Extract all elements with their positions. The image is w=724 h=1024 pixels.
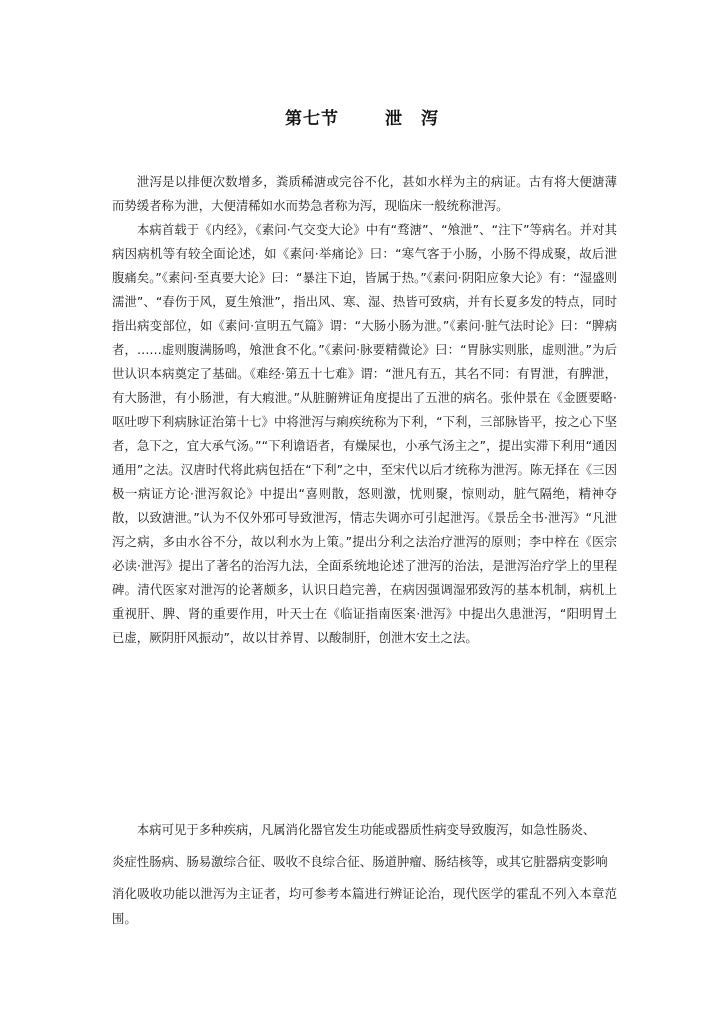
scope-paragraph-rest <box>112 849 617 931</box>
section-topic: 泄 泻 <box>385 109 439 129</box>
paragraph-scope-line-1: 本病可见于多种疾病，凡属消化器官发生功能或器质性病变导致腹泻，如急性肠炎、 <box>136 822 596 837</box>
section-number: 第七节 <box>285 109 339 129</box>
paragraph-scope-line-3: 消化吸收功能以泄泻为主证者，均可参考本篇进行辨证论治，现代医学的霍乱不列入本章范围。 <box>112 886 617 926</box>
paragraph-scope-line-2: 炎症性肠病、肠易激综合征、吸收不良综合征、肠道肿瘤、肠结核等，或其它脏器病变影响 <box>112 854 608 869</box>
main-text-block <box>112 170 617 650</box>
scope-paragraph-start <box>112 818 617 842</box>
paragraph-history: 本病首载于《内经》，《素问·气交变大论》中有“骛溏”、“飧泄”、“注下”等病名。并对其病因病机等有较全面论述，如《素问·举痛论》曰：“寒气客于小肠，小肠不得成聚，故后泄腹痛矣。”《素问·至真要大论》曰：“暴注下迫，皆属于热。”《素问·阴阳应象大论》有：“湿盛则濡泄”、“春伤于风，夏生飧泄”，指出风、寒、湿、热皆可致病，并有长夏多发的特点，同时指出病变部位，如《素问·宣明五气篇》谓：“大肠小肠为泄。”《素问·脏气法时论》曰：“脾病者，……虚则腹满肠鸣，飧泄食不化。”《素问·脉要精微论》曰：“胃脉实则胀，虚则泄。”为后世认识本病奠定了基础。《难经·第五十七难》谓：“泄凡有五，其名不同：有胃泄，有脾泄，有大肠泄，有小肠泄，有大瘕泄。”从脏腑辨证角度提出了五泄的病名。张仲景在《金匮要略·呕吐哕下利病脉证治第十七》中将泄泻与痢疾统称为下利，“下利，三部脉皆平，按之心下坚者，急下之，宜大承气汤。”“下利谵语者，有燥屎也，小承气汤主之”，提出实滞下利用“通因通用”之法。汉唐时代将此病包括在“下利”之中，至宋代以后才统称为泄泻。陈无择在《三因极一病证方论·泄泻叙论》中提出“喜则散，怒则激，忧则聚，惊则动，脏气隔绝，精神夺散，以致溏泄。”认为不仅外邪可导致泄泻，情志失调亦可引起泄泻。《景岳全书·泄泻》“凡泄泻之病，多由水谷不分，故以利水为上策。”提出分利之法治疗泄泻的原则；李中梓在《医宗必读·泄泻》提出了著名的治泻九法，全面系统地论述了泄泻的治法，是泄泻治疗学上的里程碑。清代医家对泄泻的论著颇多，认识日趋完善，在病因强调湿邪致泻的基本机制，病机上重视肝、脾、肾的重要作用，叶天士在《临证指南医案·泄泻》中提出久患泄泻，“阳明胃土已虚，厥阴肝风振动”，故以甘养胃、以酸制肝，创泄木安土之法。 <box>112 222 617 645</box>
paragraph-definition: 泄泻是以排便次数增多，粪质稀溏或完谷不化，甚如水样为主的病证。古有将大便溏薄而势缓者称为泄，大便清稀如水而势急者称为泻，现临床一般统称泄泻。 <box>112 174 617 213</box>
section-title <box>0 104 724 129</box>
